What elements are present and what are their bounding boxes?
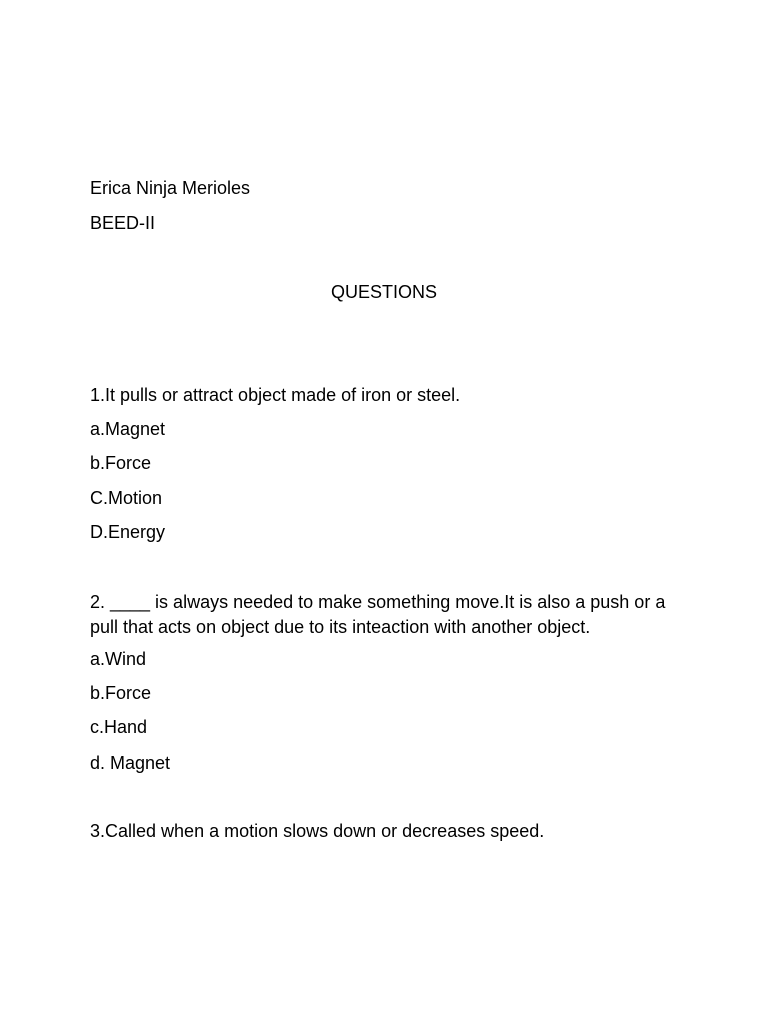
question-2-choice-c: c.Hand (90, 717, 148, 737)
question-1-choice-c: C.Motion (90, 488, 163, 508)
student-name: Erica Ninja Merioles (90, 178, 251, 198)
question-2-choice-b: b.Force (90, 683, 152, 703)
question-2-choice-a: a.Wind (90, 649, 147, 669)
page-title: QUESTIONS (330, 282, 437, 302)
question-2-text: 2. ____ is always needed to make something move.It is also a push or a pull that acts on object due to its inteaction with another object. (90, 592, 666, 637)
question-3-text: 3.Called when a motion slows down or decreases speed. (90, 821, 545, 841)
question-1-choice-a: a.Magnet (90, 419, 166, 439)
question-1-choice-b: b.Force (90, 453, 152, 473)
question-2-choice-d: d. Magnet (90, 753, 171, 773)
question-1-choice-d: D.Energy (90, 522, 166, 542)
course-label: BEED-II (90, 213, 156, 233)
question-1-text: 1.It pulls or attract object made of iron or steel. (90, 385, 461, 405)
